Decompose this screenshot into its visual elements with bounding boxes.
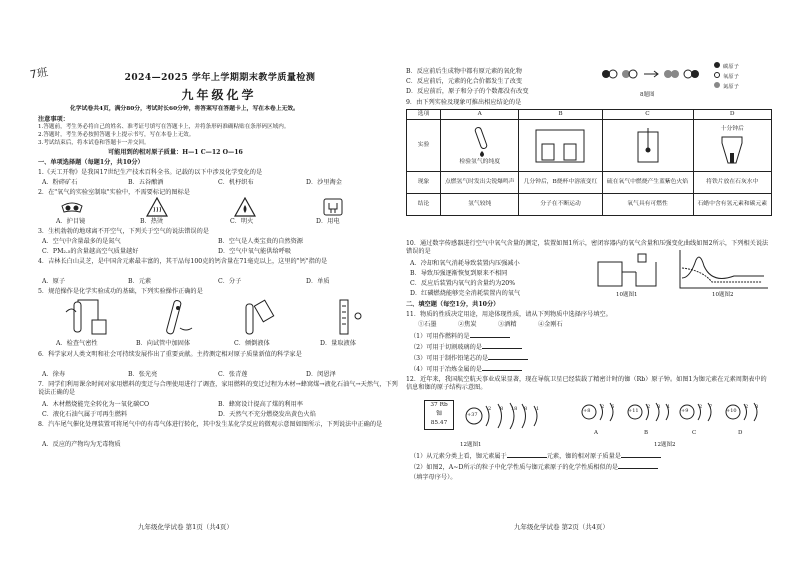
- exp-d-cell: [693, 120, 771, 172]
- q1-option-c: C．机杼织布: [218, 179, 254, 186]
- answer-blank[interactable]: [482, 343, 522, 349]
- particle-c-nucleus: +9: [681, 408, 689, 414]
- hydrogen-test-figure: [460, 125, 500, 159]
- particle-c: [678, 398, 722, 442]
- page-2-footer: 九年级化学试卷 第2页（共4页）: [514, 523, 609, 531]
- question-6: 6．科学家对人类文明和社会可持续发展作出了重要贡献。主持测定相对原子质量新值的科学家是: [38, 351, 302, 358]
- q4-option-b: B．元素: [128, 278, 152, 285]
- rb-element-cell: [424, 400, 454, 430]
- legend-carbon: 碳原子: [714, 62, 739, 72]
- note-2: 2.答题时，考生务必按照答题卡上提示书写，写在本卷上无效。: [38, 132, 195, 138]
- particle-b-shell-2: 8: [657, 404, 661, 410]
- q8-reaction-diagram: [596, 62, 706, 92]
- q8-option-d: D．反应前后，原子和分子的个数都没有改变: [406, 88, 529, 95]
- pressure-curve-figure: [674, 248, 770, 292]
- page-1-footer: 九年级化学试卷 第1页（共4页）: [138, 523, 233, 531]
- q11-option-1: ①石墨: [418, 321, 437, 328]
- table-row-conclusion: 结论: [407, 194, 441, 216]
- legend-nitrogen: 氮原子: [714, 82, 739, 92]
- q5-option-c: C．倾倒液体: [234, 340, 270, 347]
- answer-blank[interactable]: [482, 365, 522, 371]
- particle-b: [626, 398, 676, 442]
- q5-option-d: D．量取液体: [320, 340, 356, 347]
- particle-a-label: A: [594, 430, 598, 436]
- sulfur-burn-figure: [628, 126, 668, 166]
- table-header-c: C: [602, 110, 693, 120]
- answer-blank[interactable]: [618, 463, 658, 469]
- section-1-heading: 一、单项选择题（每题1分，共10分）: [38, 159, 144, 166]
- q12-fig2-caption: 12题图2: [654, 442, 676, 448]
- exp-a-cell: [441, 120, 519, 172]
- question-5: 5．规范操作是化学实验成功的基础，下列实验操作正确的是: [38, 288, 203, 295]
- particle-c-shell-2: 7: [709, 404, 713, 410]
- q6-option-b: B．张光亮: [128, 371, 158, 378]
- phenomenon-a: 点燃氢气时发出尖锐爆鸣声: [441, 172, 519, 194]
- exp-a-caption: 检验氢气的纯度: [459, 158, 501, 165]
- answer-blank[interactable]: [507, 452, 547, 458]
- question-1: 1.《天工开物》是我国17世纪生产技术百科全书。记载的以下中涉及化学变化的是: [38, 169, 263, 176]
- particle-b-label: B: [644, 430, 649, 436]
- q12-item-1: （1）从元素分类上看，铷元素属于 元素，铷的相对原子质量是: [410, 452, 661, 461]
- subject-title: 九年级化学: [181, 88, 257, 102]
- table-row-experiment: 实验: [407, 120, 441, 172]
- conclusion-b: 分子在不断运动: [519, 194, 602, 216]
- question-12: 12．近年来，我国航空航天事业成果显著，现在导航卫星已经装载了精密计时的铷（Rb）原子钟。如图1为铷元素在元素周期表中的信息和铷的原子结构示意图。: [406, 376, 767, 391]
- answer-blank[interactable]: [488, 354, 528, 360]
- q2-option-c: C．明火: [230, 218, 254, 225]
- q10-fig1-caption: 10题图1: [616, 292, 638, 298]
- particle-c-label: C: [692, 430, 697, 436]
- q10-fig2-caption: 10题图2: [712, 292, 734, 298]
- q11-option-4: ④金刚石: [538, 321, 563, 328]
- particle-d-shell-2: 8: [755, 404, 759, 410]
- q6-option-a: A．徐寿: [42, 371, 66, 378]
- q3-option-a: A．空气中含量最多的是氮气: [42, 238, 121, 245]
- q2-option-b: B．热烫: [140, 218, 164, 225]
- exam-title: 2024—2025 学年上学期期末教学质量检测: [124, 73, 316, 83]
- rb-atom-structure: [464, 398, 544, 434]
- rb-symbol: Rb: [439, 402, 448, 408]
- table-header-option: 选项: [407, 110, 441, 120]
- q7-option-a: A．木材燃烧能完全转化为一氧化碳CO: [42, 401, 150, 408]
- particle-b-shell-1: 2: [647, 404, 651, 410]
- atomic-masses: 可能用到的相对原子质量：H—1 C—12 O—16: [108, 149, 243, 156]
- table-header-d: D: [693, 110, 771, 120]
- handwritten-mark: 7班: [28, 65, 49, 82]
- particle-a-nucleus: +8: [583, 408, 591, 414]
- phenomenon-c: 硫在氧气中燃烧产生蓝紫色火焰: [602, 172, 693, 194]
- particle-d-label: D: [738, 430, 743, 436]
- particle-d-shell-1: 2: [745, 404, 749, 410]
- q4-option-c: C．分子: [218, 278, 242, 285]
- q1-option-b: B．五谷酿酒: [128, 179, 164, 186]
- page-1: [28, 0, 400, 561]
- question-7: 7．同学们利用课余时间对家用燃料的变迁与合理使用进行了调查，家用燃料的变迁过程为木材→蜂窝煤→液化石油气→天然气，下列说法正确的是: [38, 381, 398, 396]
- legend-oxygen: 氧原子: [714, 72, 739, 82]
- add-solid-figure: [150, 298, 200, 338]
- q8-option-b: B．反应前后生成物中都有原元素的氧化物: [406, 68, 522, 75]
- electricity-icon: [322, 197, 344, 217]
- q1-option-d: D．沙里淘金: [306, 179, 342, 186]
- answer-blank[interactable]: [621, 452, 661, 458]
- question-3: 3．生机勃勃的地球离不开空气，下列关于空气的说法错误的是: [38, 228, 209, 235]
- q10-option-d: D．红磷燃烧能够完全消耗装置内的氧气: [410, 290, 521, 297]
- q10-option-c: C．反应后装置内氧气的含量约为20%: [410, 280, 516, 287]
- molecule-motion-figure: [530, 126, 590, 166]
- measure-liquid-figure: [328, 298, 368, 338]
- question-4: 4．吉林长白山灵芝，是中国含元素最丰富的，其干品每100克的钙含量在71毫克以上，这里的"钙"指的是: [38, 258, 328, 265]
- q3-option-b: B．空气是人类宝贵的自然资源: [218, 238, 303, 245]
- conclusion-d: 石蜡中含有氢元素和碳元素: [693, 194, 771, 216]
- exp-c-cell: [602, 120, 693, 172]
- q7-option-c: C．液化石油气属于可再生燃料: [42, 411, 128, 418]
- q11-item-1: （1）可用作燃料的是: [410, 332, 510, 341]
- particle-d-nucleus: +10: [726, 408, 737, 414]
- rb-nucleus: +37: [467, 412, 478, 418]
- table-header-b: B: [519, 110, 602, 120]
- q8-legend: [714, 62, 739, 92]
- particle-b-shell-3: 1: [667, 404, 671, 410]
- goggles-icon: [60, 198, 84, 216]
- particle-structures: [580, 398, 770, 442]
- question-8: 8．汽车尾气催化处理装置可将尾气中的有毒气体进行转化，其中发生某化学反应的微观示意图如图所示，下列说法中正确的是: [38, 421, 383, 428]
- q11-option-2: ②焦炭: [458, 321, 477, 328]
- q3-option-c: C．PM₂.₅的含量越高空气质量越好: [42, 248, 139, 255]
- hot-surface-icon: [146, 197, 168, 217]
- particle-b-nucleus: +11: [628, 408, 639, 414]
- exp-d-caption: 十分钟后: [720, 125, 744, 132]
- q5-option-b: B．向试管中加固体: [136, 340, 191, 347]
- rb-shell-4: 8: [524, 406, 528, 412]
- rb-shell-3: 18: [511, 406, 518, 412]
- q2-option-a: A．护目镜: [56, 218, 86, 225]
- candle-figure: [712, 133, 752, 165]
- q12-item-2: （2）如图2，A~D所示的粒子中化学性质与铷元素原子的化学性质相似的是: [410, 463, 658, 472]
- q4-option-a: A．原子: [42, 278, 66, 285]
- question-10: 10．通过数字传感器进行空气中氧气含量的测定，装置如图1所示，密闭容器内的氧气含量和压强变化曲线如图2所示，下列相关说法错误的是: [406, 240, 769, 255]
- q11-option-3: ③酒精: [498, 321, 517, 328]
- pour-liquid-figure: [238, 298, 288, 338]
- notes-heading: 注意事项：: [38, 116, 69, 123]
- q12-fig1-caption: 12题图1: [460, 442, 482, 448]
- question-11: 11．物质的性质决定用途，用途体现性质，请从下列物质中选择序号填空。: [406, 311, 612, 318]
- note-3: 3.考试结束后，将本试卷和答题卡一并交回。: [38, 140, 150, 146]
- q12-item-2-tail: （填字母序号）。: [410, 474, 457, 481]
- phenomenon-d: 将铁片放在石灰水中: [693, 172, 771, 194]
- rb-shell-2: 8: [500, 406, 504, 412]
- note-1: 1.答题前，考生务必将自己的姓名、准考证号填写在答题卡上，并将条形码准确粘贴在条形码区域内。: [38, 124, 290, 130]
- q9-table: [406, 109, 772, 216]
- q11-item-2: （2）可用于切割玻璃的是: [410, 343, 522, 352]
- page-2: [404, 0, 776, 561]
- phenomenon-b: 几分钟后，B烧杯中溶液变红: [519, 172, 602, 194]
- conclusion-c: 氧气具有可燃性: [602, 194, 693, 216]
- question-9: 9．由下列实验及现象可推出相应结论的是: [406, 99, 522, 106]
- sensor-apparatus-figure: [594, 252, 664, 292]
- rb-shell-5: 1: [536, 406, 540, 412]
- table-row-phenomenon: 现象: [407, 172, 441, 194]
- q2-option-d: D．用电: [316, 218, 340, 225]
- particle-a-shell-2: 6: [611, 404, 615, 410]
- question-2: 2．在"氧气的实验室制取"实验中，不需要标记的图标是: [38, 189, 190, 196]
- q1-option-a: A．粉碎矿石: [42, 179, 78, 186]
- answer-blank[interactable]: [470, 332, 510, 338]
- exp-b-cell: [519, 120, 602, 172]
- open-flame-icon: [234, 197, 256, 217]
- particle-c-shell-1: 2: [699, 404, 703, 410]
- rb-number: 37: [430, 402, 438, 408]
- conclusion-a: 氢气较纯: [441, 194, 519, 216]
- table-header-a: A: [441, 110, 519, 120]
- rb-shell-1: 2: [488, 406, 492, 412]
- q6-option-c: C．张青莲: [218, 371, 248, 378]
- q7-option-b: B．蜂窝设计提高了煤的利用率: [218, 401, 303, 408]
- q8-fig-caption: 8题图: [640, 92, 655, 98]
- particle-d: [724, 398, 768, 442]
- airtight-check-figure: [64, 298, 114, 338]
- q6-option-d: D．闵恩泽: [306, 371, 336, 378]
- q11-item-3: （3）可用于制作铅笔芯的是: [410, 354, 528, 363]
- q8-option-c: C．反应前后，元素的化合价都发生了改变: [406, 78, 523, 85]
- particle-a-shell-1: 2: [601, 404, 605, 410]
- q10-option-b: B．导致压强逐渐恢复到原来不相同: [410, 270, 508, 277]
- rb-mass: 85.47: [430, 420, 448, 426]
- section-2-heading: 二、填空题（每空1分，共10分）: [406, 301, 500, 308]
- q7-option-d: D．天然气不充分燃烧发出黄色火焰: [218, 411, 316, 418]
- q5-option-a: A．检查气密性: [56, 340, 98, 347]
- q8-option-a: A．反应的产物均为无毒物质: [42, 441, 121, 448]
- q4-option-d: D．单质: [306, 278, 330, 285]
- q10-option-a: A．冷却和氧气消耗导致装置内压强减小: [410, 260, 520, 267]
- rb-name: 铷: [436, 411, 442, 417]
- exam-info: 化学试卷共4页，满分80分，考试时长60分钟，将答案写在答题卡上，写在本卷上无效。: [70, 106, 299, 112]
- q11-item-4: （4）可用于冶炼金属的是: [410, 365, 522, 374]
- particle-a: [580, 398, 624, 442]
- q3-option-d: D．空气中氧气能供给呼吸: [218, 248, 292, 255]
